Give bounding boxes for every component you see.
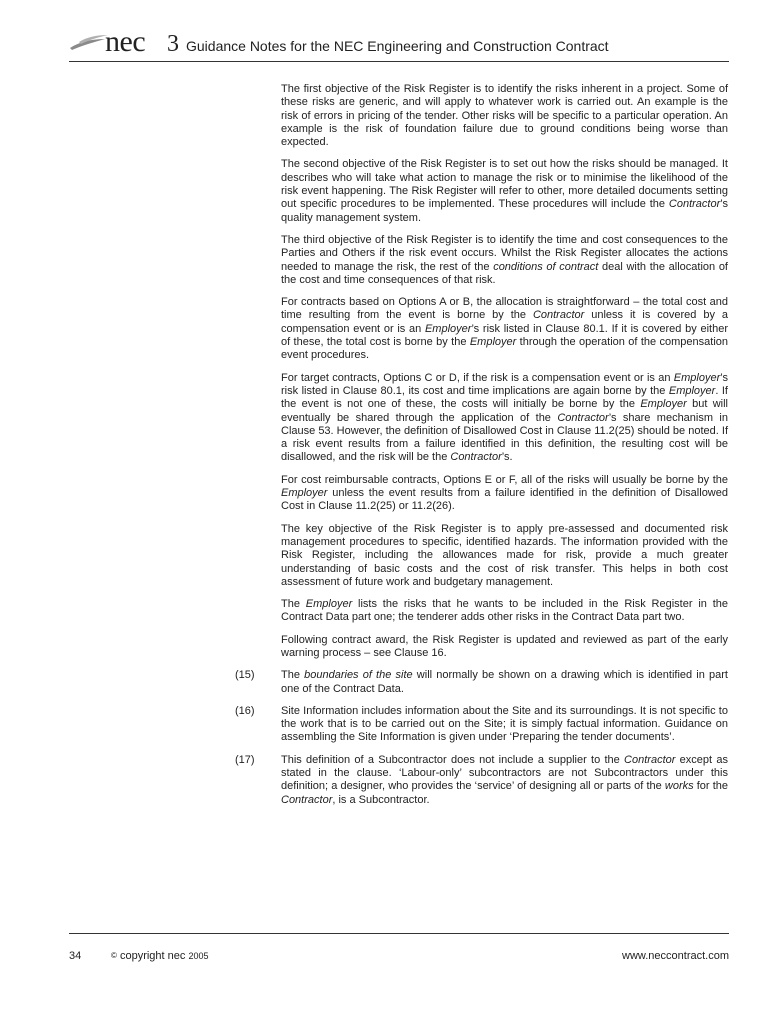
note-number: (16) — [235, 704, 255, 717]
italic-term: Contractor — [450, 451, 502, 464]
italic-term: conditions of contract — [493, 260, 599, 273]
copyright-notice — [111, 950, 209, 962]
body-paragraph — [281, 598, 728, 625]
text-run: For target contracts, Options C or D, if the risk is a compensation event or is an — [281, 371, 674, 384]
note-number: (17) — [235, 753, 255, 766]
text-run: through the operation of the compensation event procedures. — [281, 336, 729, 362]
text-run: , is a Subcontractor. — [332, 793, 430, 806]
text-run: The second objective of the Risk Register is to set out how the risks should be managed. It describes who will take what action to manage the risk or to minimise the likelihood of the risk event happening. The Risk Register will refer to other, more detailed documents setting out specific procedures to be implemented. These procedures will include the — [281, 158, 728, 211]
italic-term: Contractor — [281, 793, 333, 806]
text-run: The first objective of the Risk Register is to identify the risks inherent in a project. Some of these risks are generic, and will apply to whatever work is carried out. An example is the risk of errors in pricing of the tender. Other risks will be specific to a particular operation. An example is the risk of foundation failure due to ground conditions being worse than expected. — [281, 83, 728, 149]
italic-term: Contractor — [532, 309, 585, 322]
footer-rule — [69, 933, 729, 934]
text-run: The key objective of the Risk Register is to apply pre-assessed and documented risk management procedures to specific, identified hazards. The information provided with the Risk Register, including the allowances made for risk, provide a much greater understanding of basic costs and the cost of risk transfer. This helps in both cost assessment of future work and budgetary management. — [281, 522, 728, 588]
text-run: The third objective of the Risk Register is to identify the time and cost consequences to the Parties and Others if the risk event occurs. Whilst the Risk Register allocates the actions needed to manage the risk, the rest of the — [281, 233, 728, 273]
text-run: deal with the allocation of the cost and time consequences of that risk. — [281, 260, 728, 286]
text-run: unless it is covered by a compensation event or is an — [281, 309, 728, 335]
body-paragraph — [281, 83, 728, 149]
body-paragraph — [281, 634, 728, 661]
numbered-note-paragraph — [235, 669, 728, 696]
italic-term: Employer — [640, 398, 687, 411]
page-number: 34 — [69, 950, 82, 962]
italic-term: Employer — [469, 336, 517, 349]
text-run: This definition of a Subcontractor does not include a supplier to the — [281, 753, 625, 766]
text-run: will normally be shown on a drawing which is identified in part one of the Contract Data. — [281, 669, 728, 695]
italic-term: boundaries of the site — [304, 669, 413, 682]
numbered-note-paragraph — [235, 753, 728, 807]
text-run: Following contract award, the Risk Register is updated and reviewed as part of the early warning process – see Clause 16. — [281, 633, 728, 659]
body-paragraph — [281, 474, 728, 514]
copyright-year: 2005 — [188, 951, 209, 961]
italic-term: works — [664, 780, 694, 793]
text-run: ’s. — [501, 451, 513, 464]
text-run: but will eventually be shared through the application of the — [281, 398, 728, 424]
text-run: . If the event is not one of these, the costs will initially be borne by the — [281, 384, 728, 411]
numbered-note-paragraph — [235, 704, 728, 745]
body-paragraph — [281, 372, 728, 465]
text-run: except as stated in the clause. ‘Labour-only’ subcontractors are not Subcontractors under this definition; a designer, who provides the ‘service’ of designing all or parts of the — [281, 753, 728, 793]
text-run: ’s quality management system. — [281, 198, 728, 224]
italic-term: Contractor — [624, 753, 676, 766]
text-run: ’s share mechanism in Clause 53. However, the definition of Disallowed Cost in Clause 11.2(25) should be noted. If a risk event results from a failure identified in this definition, the resulting cost will be disallowed, and the risk will be the — [281, 411, 728, 464]
text-run: For contracts based on Options A or B, the allocation is straightforward – the total cost and time resulting from the event is borne by the — [281, 296, 728, 322]
text-run: For cost reimbursable contracts, Options E or F, all of the risks will usually be borne by the — [281, 473, 728, 486]
body-paragraph — [281, 296, 728, 362]
logo-number: 3 — [167, 31, 179, 57]
text-run: for the — [693, 780, 728, 793]
running-header-title: Guidance Notes for the NEC Engineering and Construction Contract — [186, 38, 609, 54]
header-rule — [69, 61, 729, 62]
website-link[interactable]: www.neccontract.com — [622, 950, 729, 962]
text-run: ’s risk listed in Clause 80.1. If it is covered by either of these, the total cost is borne by the — [281, 322, 728, 349]
italic-term: Employer — [281, 487, 328, 500]
italic-term: Employer — [673, 371, 721, 384]
italic-term: Contractor — [557, 411, 609, 424]
italic-term: Employer — [305, 598, 353, 611]
text-run: The — [281, 598, 306, 611]
italic-term: Employer — [668, 384, 716, 397]
note-number: (15) — [235, 669, 255, 682]
italic-term: Employer — [424, 322, 472, 335]
swoosh-logo-icon — [69, 33, 109, 53]
logo-wordmark: nec — [105, 25, 146, 58]
body-paragraph — [281, 234, 728, 287]
italic-term: Contractor — [668, 198, 721, 211]
body-paragraph — [281, 523, 728, 589]
text-run: The — [281, 669, 305, 682]
page-header — [69, 26, 729, 60]
body-text — [0, 83, 768, 816]
text-run: unless the event results from a failure identified in the definition of Disallowed Cost in Clause 11.2(25) or 11.2(26). — [281, 487, 728, 513]
page-footer — [69, 950, 729, 966]
text-run: lists the risks that he wants to be included in the Risk Register in the Contract Data part one; the tenderer adds other risks in the Contract Data part two. — [281, 598, 728, 624]
body-paragraph — [281, 158, 728, 224]
text-run: Site Information includes information about the Site and its surroundings. It is not specific to the work that is to be carried out on the Site; it is simply factual information. Guidance on assembling the Site Information is given under ‘Preparing the tender documents’. — [281, 704, 728, 744]
copyright-icon: © — [111, 951, 117, 960]
copyright-text: copyright nec — [119, 950, 186, 962]
text-run: ’s risk listed in Clause 80.1, its cost and time implications are again borne by the — [281, 371, 728, 397]
